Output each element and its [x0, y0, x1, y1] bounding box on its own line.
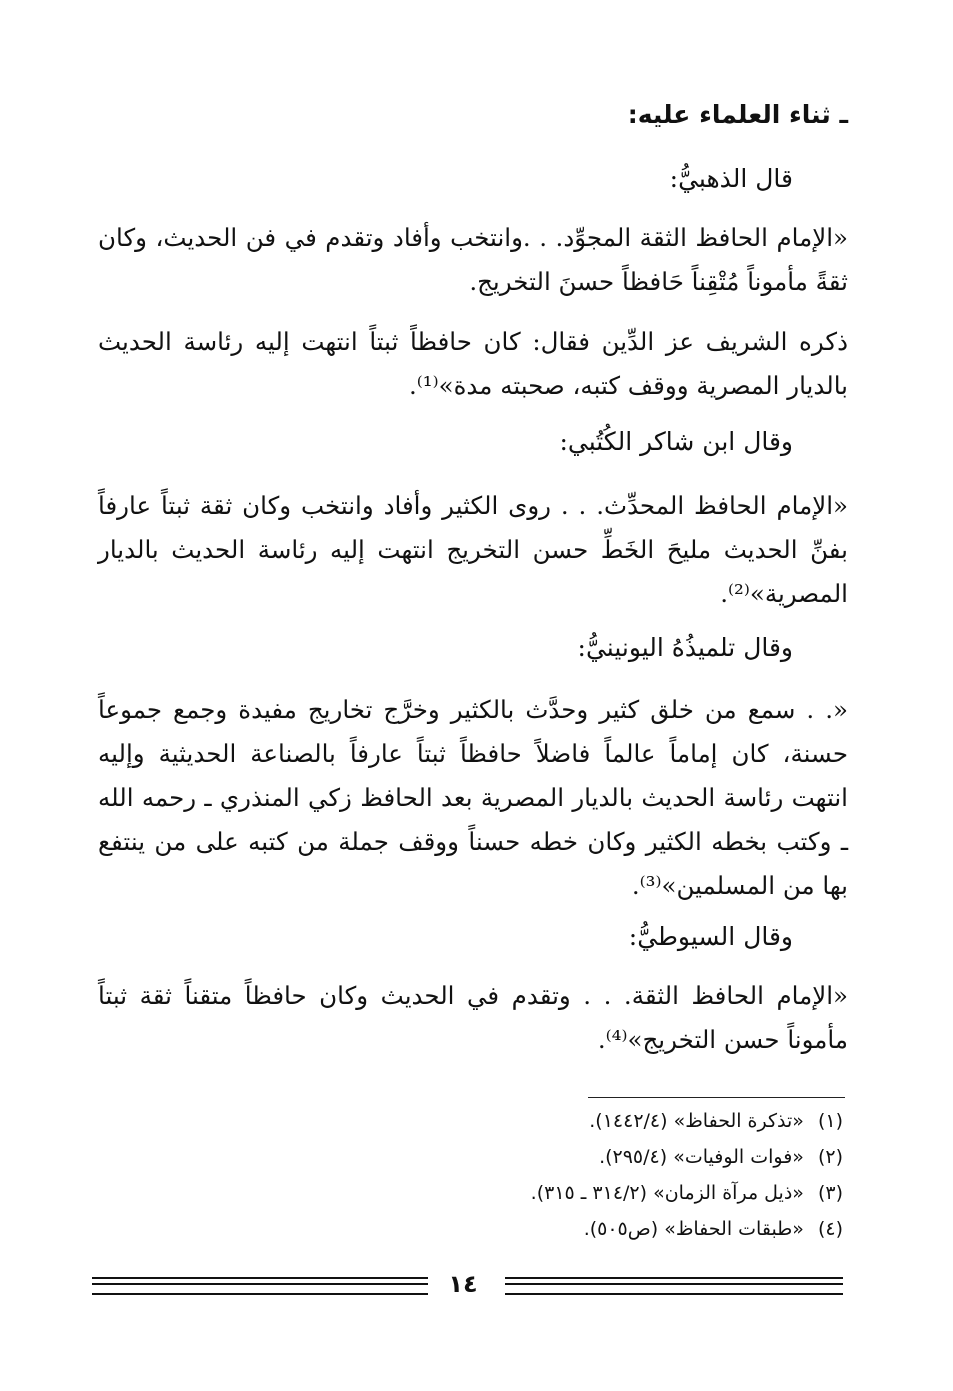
footnote-separator	[588, 1097, 845, 1098]
footer-rule-left	[92, 1277, 428, 1295]
footnote-number: (٤)	[817, 1218, 843, 1240]
footnote-4	[243, 1218, 843, 1240]
footnote-3	[243, 1182, 843, 1204]
quote-intro-suyuti: وقال السيوطيُّ:	[628, 922, 793, 951]
quote-intro-kutubi: وقال ابن شاكر الكُتُبي:	[559, 427, 793, 456]
footnote-number: (٢)	[817, 1146, 843, 1168]
footnote-number: (١)	[817, 1110, 843, 1132]
quote-intro-dhahabi: قال الذهبيُّ:	[669, 164, 793, 193]
footnote-text: «فوات الوفيات» (٢٩٥/٤).	[599, 1146, 804, 1168]
quote-sharif-izz-aldin: ذكره الشريف عز الدِّين فقال: كان حافظاً ثبتاً انتهت إليه رئاسة الحديث بالديار المصرية ووقف كتبه، صحبته مدة»⁽¹⁾.	[98, 327, 848, 400]
footnote-text: «تذكرة الحفاظ» (١٤٤٢/٤).	[589, 1110, 804, 1132]
footnote-1	[243, 1110, 843, 1132]
footnote-text: «طبقات الحفاظ» (ص٥٠٥).	[583, 1218, 804, 1240]
section-heading: ـ ثناء العلماء عليه:	[627, 100, 848, 129]
quote-yunini: «. . سمع من خلق كثير وحدَّث بالكثير وخرَّج تخاريج مفيدة وجمع جموعاً حسنة، كان إماماً عالماً فاضلاً حافظاً ثبتاً عارفاً بالصناعة الحديثية وإليه انتهت رئاسة الحديث بالديار المصرية بعد الحافظ زكي المنذري ـ رحمه الله ـ وكتب بخطه الكثير وكان خطه حسناً ووقف جملة من كتبه على من ينتفع بها من المسلمين»⁽³⁾.	[98, 695, 848, 900]
footnote-2	[243, 1146, 843, 1168]
footnote-text: «ذيل مرآة الزمان» (٣١٤/٢ ـ ٣١٥).	[530, 1182, 804, 1204]
quote-dhahabi: «الإمام الحافظ الثقة المجوِّد. . .وانتخب وأفاد وتقدم في فن الحديث، وكان ثقةً مأموناً مُتْقِناً حَافظاً حسنَ التخريج.	[98, 223, 848, 296]
footer-rule-right	[505, 1277, 843, 1295]
footnote-number: (٣)	[817, 1182, 843, 1204]
page-number: ١٤	[448, 1270, 478, 1298]
quote-suyuti: «الإمام الحافظ الثقة. . . وتقدم في الحديث وكان حافظاً متقناً ثقة ثبتاً مأموناً حسن التخريج»⁽⁴⁾.	[98, 981, 848, 1054]
quote-kutubi: «الإمام الحافظ المحدِّث. . . روى الكثير وأفاد وانتخب وكان ثقة ثبتاً عارفاً بفنِّ الحديث مليحَ الخَطِّ حسن التخريج انتهت إليه رئاسة الحديث بالديار المصرية»⁽²⁾.	[98, 491, 848, 608]
quote-intro-yunini: وقال تلميذُهُ اليونينيُّ:	[577, 633, 793, 662]
